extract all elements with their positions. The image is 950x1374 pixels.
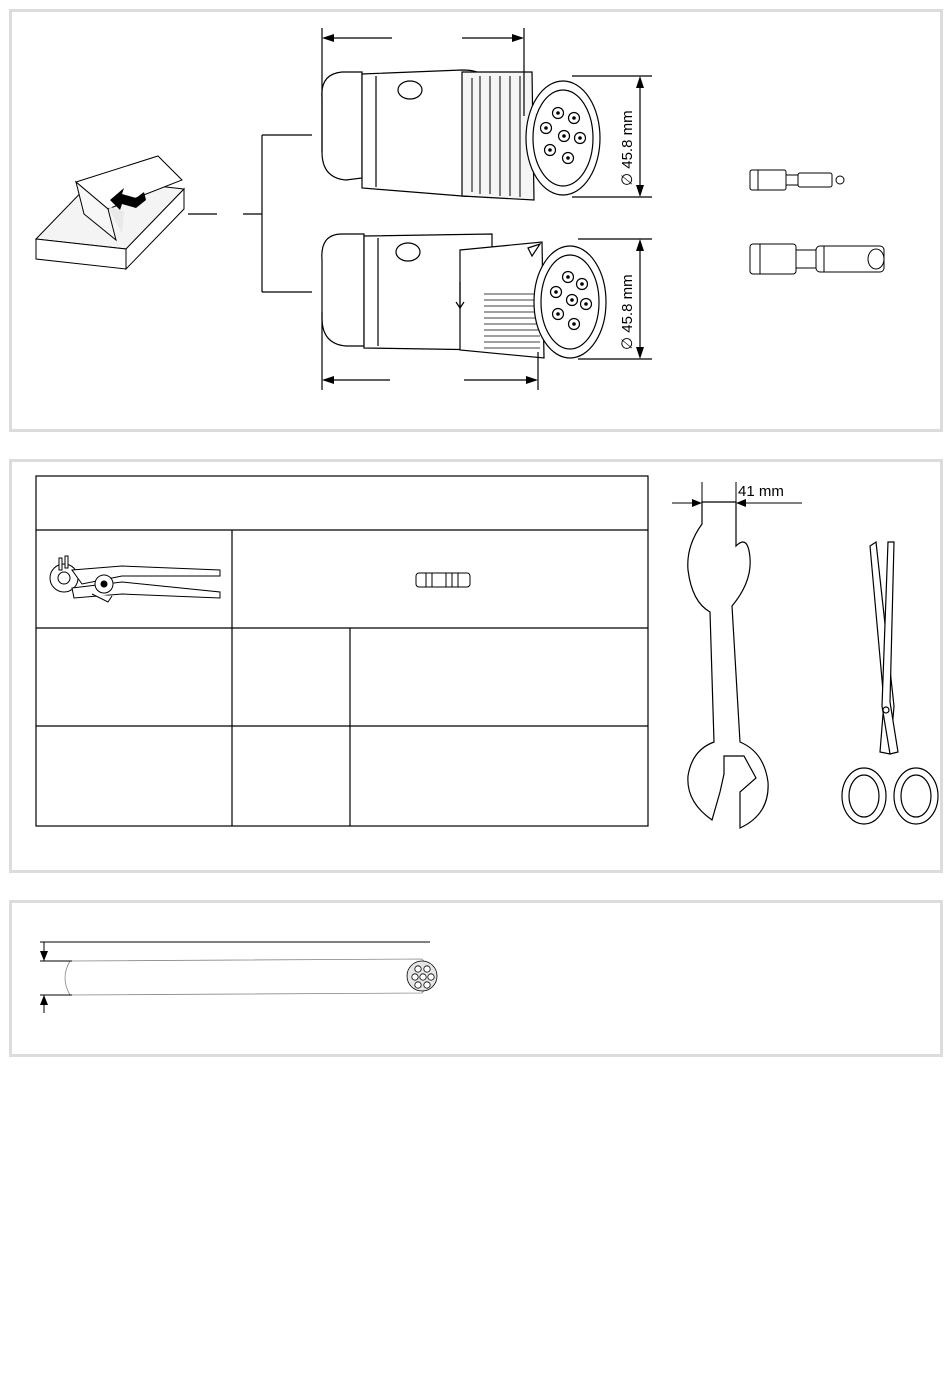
connector-angled-bottom — [322, 234, 606, 358]
opened-box-icon — [36, 156, 184, 269]
contact-pin-large-icon — [750, 244, 884, 274]
contents-illustration — [12, 12, 940, 429]
diameter-label-top: ∅ 45.8 mm — [619, 110, 636, 186]
bracket — [243, 135, 312, 292]
wrench-icon — [688, 502, 768, 828]
contact-table-icon — [416, 573, 470, 587]
crimping-tool-icon — [50, 556, 220, 602]
contents-panel — [9, 9, 943, 432]
scissors-icon — [842, 542, 938, 824]
diameter-label-bottom: ∅ 45.8 mm — [619, 274, 636, 350]
cable-illustration — [12, 903, 940, 1054]
tools-panel — [9, 459, 943, 873]
cable-panel — [9, 900, 943, 1057]
wrench-size-label: 41 mm — [738, 483, 784, 500]
contact-pin-small-icon — [750, 170, 844, 190]
connector-straight-top — [322, 70, 600, 200]
tools-illustration — [12, 462, 940, 870]
cable-icon — [65, 959, 437, 995]
tool-table — [36, 476, 648, 826]
